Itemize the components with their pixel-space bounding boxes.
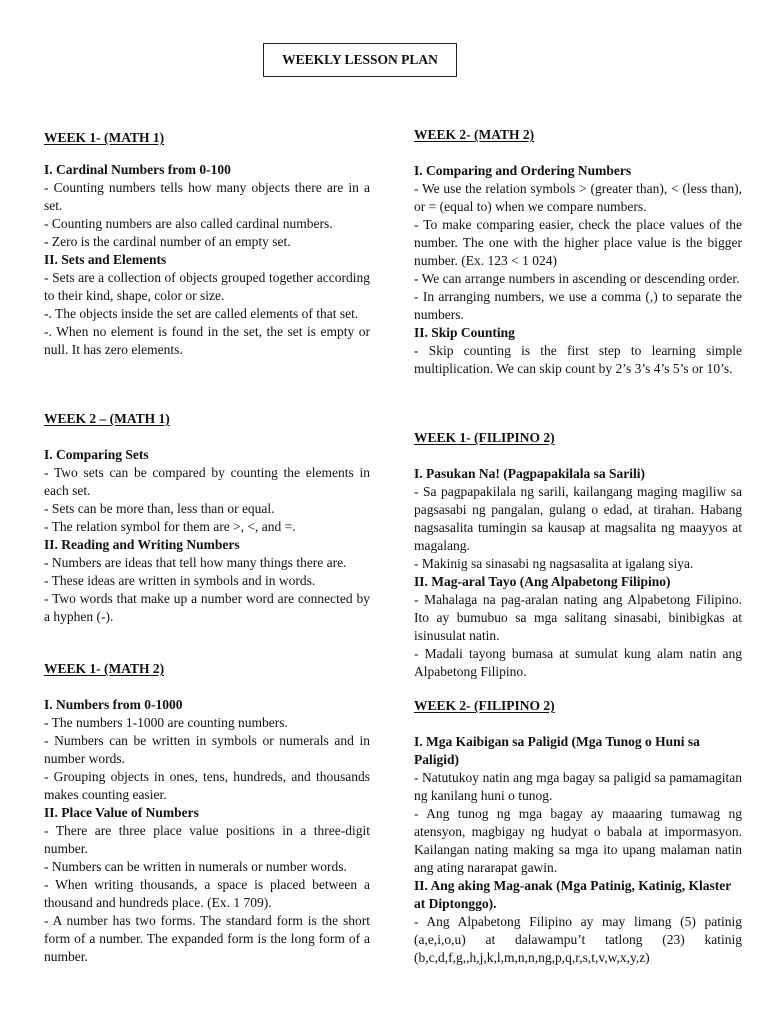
paragraph: - A number has two forms. The standard form is the short form of a number. The expanded form is the long form of a number. — [44, 913, 370, 964]
paragraph: - In arranging numbers, we use a comma (,) to separate the numbers. — [414, 289, 742, 322]
lesson-block — [44, 446, 370, 626]
section-heading: II. Sets and Elements — [44, 252, 167, 267]
paragraph: - Numbers are ideas that tell how many things there are. — [44, 555, 347, 570]
week-heading: WEEK 1- (MATH 1) — [44, 130, 165, 145]
section-heading: I. Cardinal Numbers from 0-100 — [44, 162, 231, 177]
section-heading: II. Mag-aral Tayo (Ang Alpabetong Filipino) — [414, 574, 671, 589]
section-heading: II. Skip Counting — [414, 325, 515, 340]
paragraph: -. When no element is found in the set, the set is empty or null. It has zero elements. — [44, 324, 370, 357]
paragraph: - Sa pagpapakilala ng sarili, kailangang maging magiliw sa pagsasabi ng pangalan, gulang o edad, at tirahan. Habang nagsasalita tumingin sa kausap at magsalita ng maayyos at magalang. — [414, 484, 742, 553]
section-heading: I. Pasukan Na! (Pagpapakilala sa Sarili) — [414, 466, 646, 481]
paragraph: - These ideas are written in symbols and in words. — [44, 573, 316, 588]
paragraph: - When writing thousands, a space is placed between a thousand and hundreds place. (Ex. 1 709). — [44, 877, 370, 910]
page-title: WEEKLY LESSON PLAN — [263, 43, 457, 77]
paragraph: -. The objects inside the set are called elements of that set. — [44, 306, 359, 321]
section-heading: II. Ang aking Mag-anak (Mga Patinig, Katinig, Klaster at Diptonggo). — [414, 878, 732, 911]
week-heading: WEEK 2 – (MATH 1) — [44, 411, 170, 426]
paragraph: - Mahalaga na pag-aralan nating ang Alpabetong Filipino. Ito ay bumubuo sa mga salitang sinasabi, binibigkas at isinusulat natin. — [414, 592, 742, 643]
section-heading: I. Mga Kaibigan sa Paligid (Mga Tunog o Huni sa Paligid) — [414, 734, 700, 767]
paragraph: - Two sets can be compared by counting the elements in each set. — [44, 465, 370, 498]
paragraph: - Sets are a collection of objects grouped together according to their kind, shape, color or size. — [44, 270, 370, 303]
paragraph: - We can arrange numbers in ascending or descending order. — [414, 271, 740, 286]
paragraph: - The numbers 1-1000 are counting numbers. — [44, 715, 288, 730]
section-heading: I. Comparing and Ordering Numbers — [414, 163, 632, 178]
paragraph: - The relation symbol for them are >, <, and =. — [44, 519, 296, 534]
paragraph: - Ang Alpabetong Filipino ay may limang (5) patinig (a,e,i,o,u) at dalawampu’t tatlong (23) katinig (b,c,d,f,g,,h,j,k,l,m,n,n,ng,p,q,r,s,t,v,w,x,y,z) — [414, 914, 742, 965]
week-heading: WEEK 2- (MATH 2) — [414, 127, 535, 142]
paragraph: - We use the relation symbols > (greater than), < (less than), or = (equal to) when we compare numbers. — [414, 181, 742, 214]
paragraph: - Madali tayong bumasa at sumulat kung alam natin ang Alpabetong Filipino. — [414, 646, 742, 679]
lesson-block — [414, 733, 742, 967]
week-heading: WEEK 1- (MATH 2) — [44, 661, 165, 676]
lesson-block — [44, 161, 370, 359]
paragraph: - Natutukoy natin ang mga bagay sa paligid sa pamamagitan ng kanilang huni o tunog. — [414, 770, 742, 803]
paragraph: - Numbers can be written in symbols or numerals and in number words. — [44, 733, 370, 766]
paragraph: - Skip counting is the first step to learning simple multiplication. We can skip count by 2’s 3’s 4’s 5’s or 10’s. — [414, 343, 742, 376]
section-heading: I. Numbers from 0-1000 — [44, 697, 183, 712]
paragraph: - Zero is the cardinal number of an empty set. — [44, 234, 291, 249]
week-heading: WEEK 2- (FILIPINO 2) — [414, 698, 555, 713]
paragraph: - There are three place value positions in a three-digit number. — [44, 823, 370, 856]
paragraph: - Grouping objects in ones, tens, hundreds, and thousands makes counting easier. — [44, 769, 370, 802]
lesson-block — [414, 465, 742, 681]
paragraph: - Numbers can be written in numerals or number words. — [44, 859, 347, 874]
paragraph: - Sets can be more than, less than or equal. — [44, 501, 275, 516]
paragraph: - Counting numbers are also called cardinal numbers. — [44, 216, 333, 231]
week-heading: WEEK 1- (FILIPINO 2) — [414, 430, 555, 445]
lesson-block — [44, 696, 370, 966]
lesson-block — [414, 162, 742, 378]
paragraph: - Two words that make up a number word are connected by a hyphen (-). — [44, 591, 370, 624]
paragraph: - To make comparing easier, check the place values of the number. The one with the higher place value is the bigger number. (Ex. 123 < 1 024) — [414, 217, 742, 268]
section-heading: II. Reading and Writing Numbers — [44, 537, 240, 552]
section-heading: I. Comparing Sets — [44, 447, 149, 462]
paragraph: - Ang tunog ng mga bagay ay maaaring tumawag ng atensyon, magbigay ng hudyat o babala at impormasyon. Kailangan nating making sa mga ito upang malaman natin ang ating nararapat gawin. — [414, 806, 742, 875]
paragraph: - Makinig sa sinasabi ng nagsasalita at igalang siya. — [414, 556, 694, 571]
section-heading: II. Place Value of Numbers — [44, 805, 199, 820]
paragraph: - Counting numbers tells how many objects there are in a set. — [44, 180, 370, 213]
